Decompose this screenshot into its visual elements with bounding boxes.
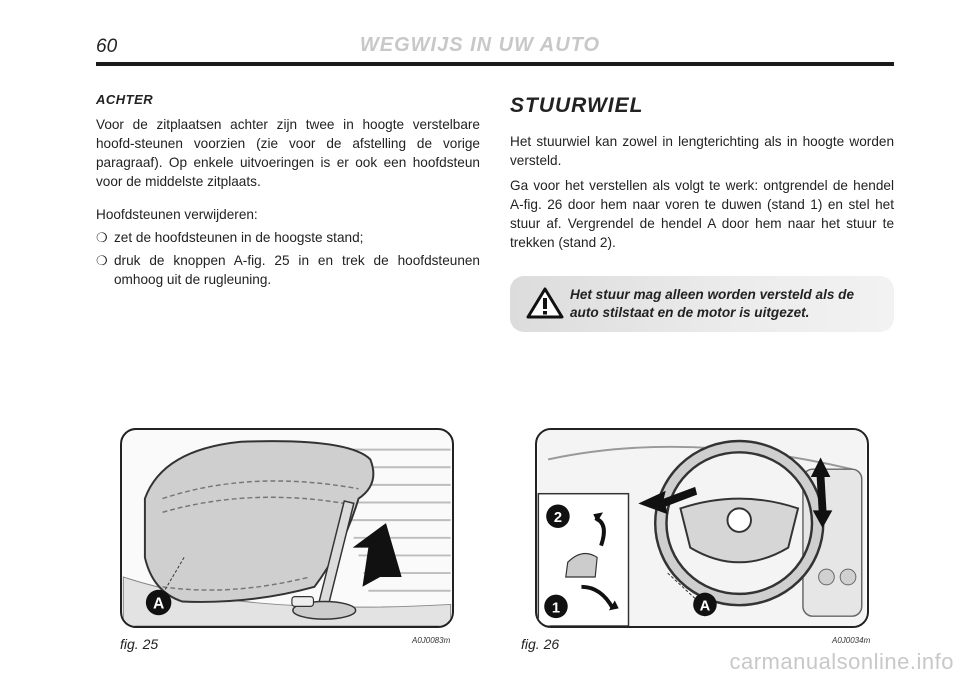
watermark: carmanualsonline.info — [729, 649, 954, 674]
figure-label-25: fig. 25 — [120, 636, 159, 652]
paragraph-stuurwiel-intro: Het stuurwiel kan zowel in lengterichting als in hoogte worden versteld. — [510, 134, 894, 168]
list-item-text: zet de hoofdsteunen in de hoogste stand; — [114, 230, 364, 245]
steering-wheel-illustration — [537, 430, 867, 626]
callout-a-fig25: A — [152, 595, 165, 613]
figure-code-25: A0J0083m — [412, 636, 451, 645]
list-item — [96, 228, 480, 247]
list-item-text: druk de knoppen A-fig. 25 in en trek de hoofdsteunen omhoog uit de rugleuning. — [114, 253, 480, 287]
warning-box — [510, 276, 894, 332]
paragraph-remove-intro: Hoofdsteunen verwijderen: — [96, 207, 258, 222]
figure-steering-wheel — [535, 428, 869, 628]
figure-headrest — [120, 428, 454, 628]
headrest-illustration — [122, 430, 452, 626]
figure-label-26: fig. 26 — [521, 636, 560, 652]
bullet-marker: ❍ — [96, 253, 108, 268]
warning-triangle-icon — [526, 286, 564, 320]
bullet-marker: ❍ — [96, 230, 108, 245]
warning-text: Het stuur mag alleen worden versteld als de auto stilstaat en de motor is uitgezet. — [570, 287, 855, 320]
paragraph-achter: Voor de zitplaatsen achter zijn twee in hoogte verstelbare hoofd-steunen voorzien (zie voor de afstelling de vorige paragraaf). Op enkele uitvoeringen is er ook een hoofdsteun voor de middelste zitplaats. — [96, 117, 480, 189]
page-header-title: WEGWIJS IN UW AUTO — [359, 34, 601, 56]
list-item — [96, 251, 480, 289]
left-column — [96, 92, 480, 289]
paragraph-stuurwiel-steps: Ga voor het verstellen als volgt te werk: ontgrendel de hendel A-fig. 26 door hem naar voren te duwen (stand 1) en stel het stuur af. Vergrendel de hendel A door hem naar het stuur te trekken (stand 2). — [510, 178, 894, 250]
section-heading-achter: ACHTER — [96, 92, 154, 107]
figure-code-26: A0J0034m — [832, 636, 871, 645]
page-number: 60 — [96, 36, 118, 57]
callout-1-fig26: 1 — [551, 600, 561, 617]
right-column — [510, 92, 894, 258]
header-rule — [96, 62, 894, 66]
callout-a-fig26: A — [699, 598, 711, 615]
section-heading-stuurwiel: STUURWIEL — [510, 94, 644, 117]
callout-2-fig26: 2 — [553, 510, 563, 527]
